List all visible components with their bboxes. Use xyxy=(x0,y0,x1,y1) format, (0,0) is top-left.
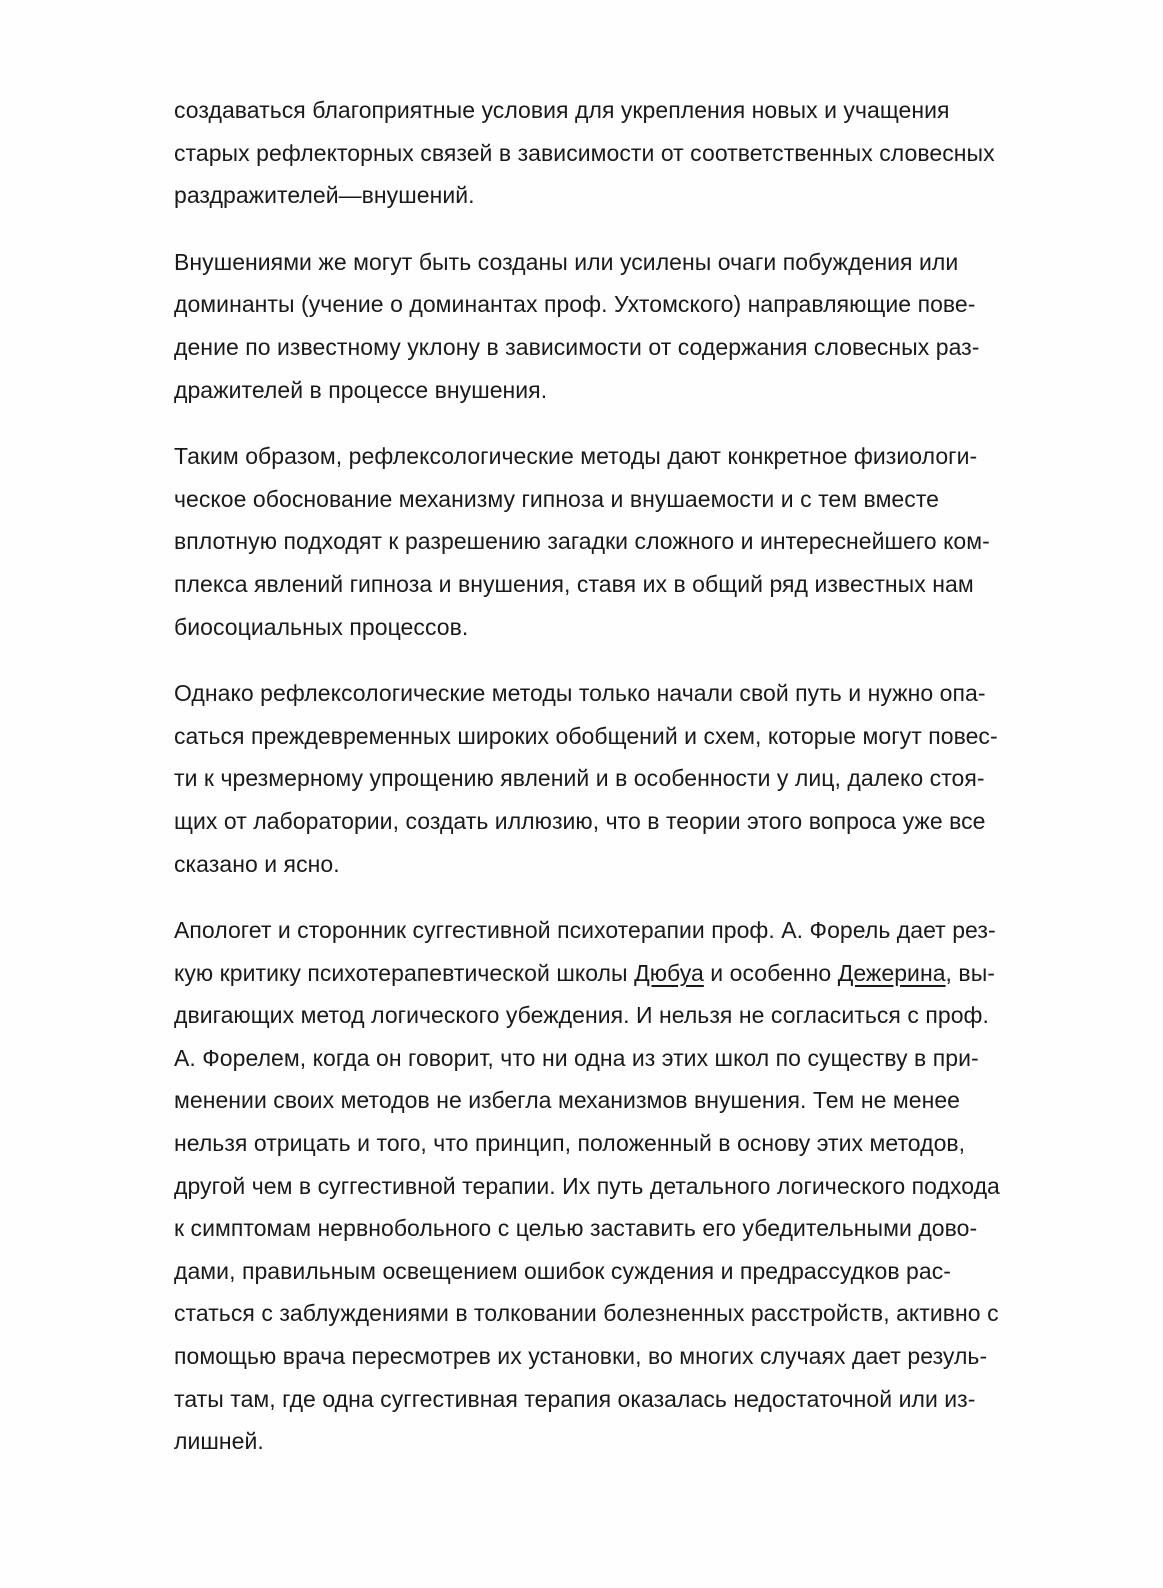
text-line: нельзя отрицать и того, что принцип, положенный в основу этих методов, xyxy=(174,1130,966,1157)
link-dubois[interactable]: Дюбуа xyxy=(634,959,704,986)
text-line: А. Форелем, когда он говорит, что ни одна из этих школ по существу в при- xyxy=(174,1044,979,1071)
text-line: плекса явлений гипноза и внушения, ставя их в общий ряд известных нам xyxy=(174,570,974,597)
document-body xyxy=(174,89,1054,1487)
text-line: сказано и ясно. xyxy=(174,850,340,877)
text-line: дение по известному уклону в зависимости от содержания словесных раз- xyxy=(174,333,980,360)
text-line: помощью врача пересмотрев их установки, во многих случаях дает резуль- xyxy=(174,1343,988,1370)
text-line: другой чем в суггестивной терапии. Их путь детального логического подхода xyxy=(174,1172,1000,1199)
text-line: ческое обоснование механизму гипноза и внушаемости и с тем вместе xyxy=(174,485,939,512)
text-line: таты там, где одна суггестивная терапия оказалась недостаточной или из- xyxy=(174,1385,976,1412)
text-line: щих от лаборатории, создать иллюзию, что в теории этого вопроса уже все xyxy=(174,807,986,834)
paragraph-5 xyxy=(174,909,1054,1463)
text-line: дражителей в процессе внушения. xyxy=(174,376,548,403)
text-line-with-links xyxy=(174,952,1054,995)
text-line: вплотную подходят к разрешению загадки сложного и интереснейшего ком- xyxy=(174,528,990,555)
text-line: раздражителей—внушений. xyxy=(174,182,475,209)
text-line: старых рефлекторных связей в зависимости от соответственных словесных xyxy=(174,139,995,166)
text-line: Однако рефлексологические методы только начали свой путь и нужно опа- xyxy=(174,680,986,707)
text-line: биосоциальных процессов. xyxy=(174,613,469,640)
text-line: Таким образом, рефлексологические методы дают конкретное физиологи- xyxy=(174,443,978,470)
link-dejerine[interactable]: Дежерина xyxy=(837,959,946,986)
text-line: доминанты (учение о доминантах проф. Ухтомского) направляющие пове- xyxy=(174,291,976,318)
text-segment: , вы- xyxy=(945,959,995,986)
text-line: лишней. xyxy=(174,1428,264,1455)
text-line: статься с заблуждениями в толковании болезненных расстройств, активно с xyxy=(174,1300,999,1327)
text-line: менении своих методов не избегла механизмов внушения. Тем не менее xyxy=(174,1087,961,1114)
text-segment: и особенно xyxy=(703,959,838,986)
text-line: саться преждевременных широких обобщений и схем, которые могут повес- xyxy=(174,722,998,749)
text-line: дами, правильным освещением ошибок суждения и предрассудков рас- xyxy=(174,1257,951,1284)
paragraph-1 xyxy=(174,89,1054,217)
text-line: создаваться благоприятные условия для укрепления новых и учащения xyxy=(174,97,950,123)
text-line: Апологет и сторонник суггестивной психотерапии проф. А. Форель дает рез- xyxy=(174,917,996,944)
text-line: ти к чрезмерному упрощению явлений и в особенности у лиц, далеко стоя- xyxy=(174,765,985,792)
text-segment: кую критику психотерапевтической школы xyxy=(174,959,635,986)
text-line: двигающих метод логического убеждения. И нельзя не согласиться с проф. xyxy=(174,1002,989,1029)
paragraph-2 xyxy=(174,241,1054,411)
text-line: Внушениями же могут быть созданы или усилены очаги побуждения или xyxy=(174,248,959,275)
text-line: к симптомам нервнобольного с целью заставить его убедительными дово- xyxy=(174,1215,978,1242)
paragraph-3 xyxy=(174,435,1054,648)
paragraph-4 xyxy=(174,672,1054,885)
